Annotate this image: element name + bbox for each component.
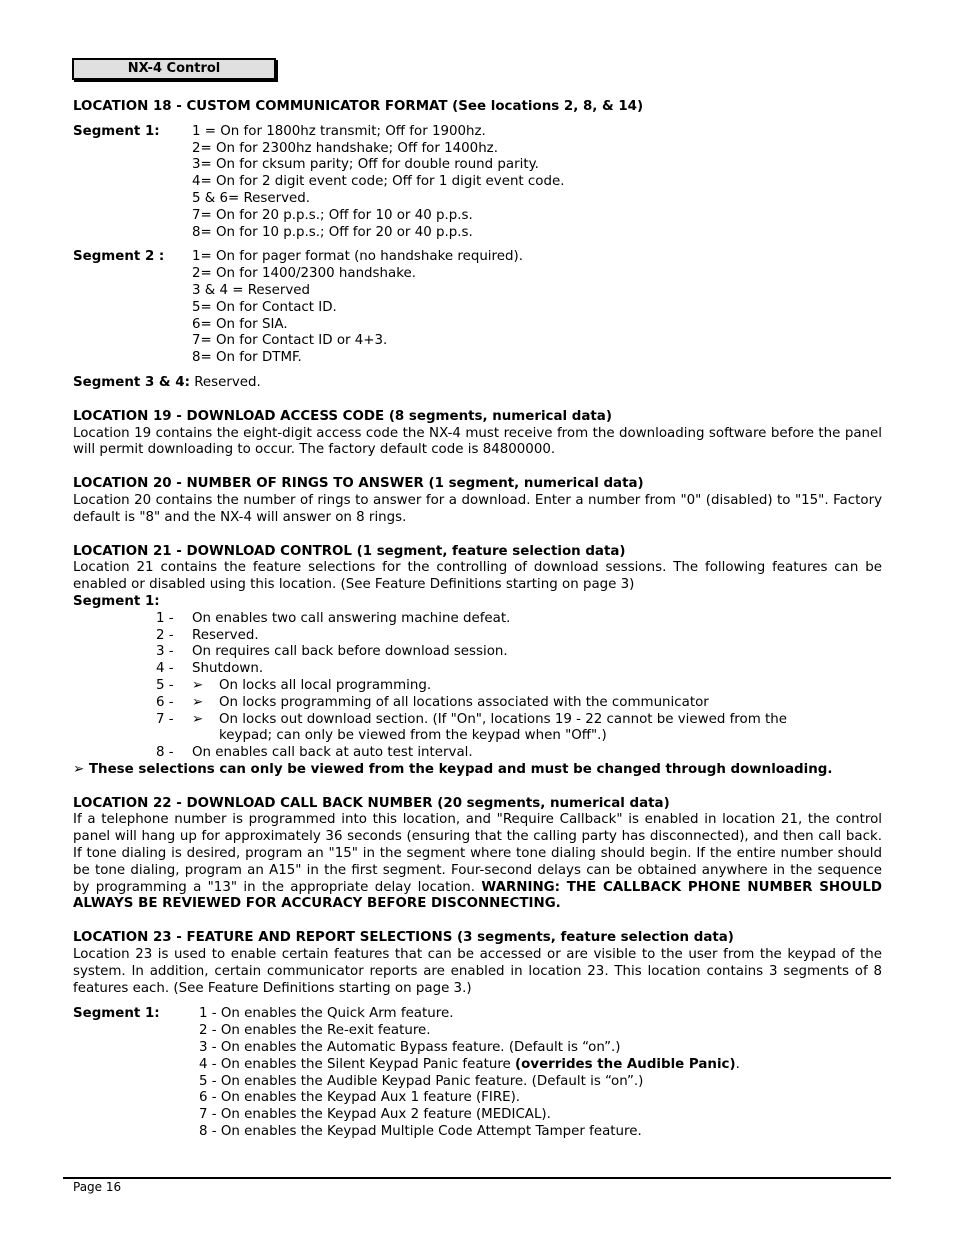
location-18-segment-1 xyxy=(73,124,882,242)
item-text: On enables two call answering machine defeat. xyxy=(192,610,511,626)
list-item xyxy=(156,695,882,712)
location-21-list xyxy=(156,611,882,762)
list-item: 1= On for pager format (no handshake required). xyxy=(192,249,523,265)
item-number: 7 - xyxy=(156,711,174,727)
list-item: 8= On for 10 p.p.s.; Off for 20 or 40 p.p.s. xyxy=(192,224,473,240)
arrow-icon: ➢ xyxy=(73,761,85,777)
location-20-heading: LOCATION 20 - NUMBER OF RINGS TO ANSWER (1 segment, numerical data) xyxy=(73,476,644,492)
item-text: On locks out download section. (If "On", locations 19 - 22 cannot be viewed from the xyxy=(219,711,787,727)
location-22-heading: LOCATION 22 - DOWNLOAD CALL BACK NUMBER (20 segments, numerical data) xyxy=(73,795,670,811)
list-item xyxy=(156,661,882,678)
list-item: 5 - On enables the Audible Keypad Panic feature. (Default is “on”.) xyxy=(199,1073,644,1089)
item-number: 2 - xyxy=(156,627,174,643)
arrow-icon: ➢ xyxy=(192,694,204,710)
body-text: If a telephone number is programmed into this location, and "Require Callback" is enabled in location 21, the control panel will hang up for approximately 36 seconds (ensuring that the calling party has disconnected), and then call back. If tone dialing is desired, program an "15" in the segment where tone dialing should begin. If the entire number should be tone dialing, program an A15" in the first segment. Four-second delays can be obtained anywhere in the sequence by programming a "13" in the appropriate delay location. xyxy=(73,812,882,895)
list-item: 8 - On enables the Keypad Multiple Code Attempt Tamper feature. xyxy=(199,1124,642,1140)
note-text: These selections can only be viewed from the keypad and must be changed through downloading. xyxy=(88,761,833,777)
list-item: 3 & 4 = Reserved xyxy=(192,282,311,298)
list-item: 7= On for Contact ID or 4+3. xyxy=(192,333,388,349)
list-item xyxy=(156,712,882,729)
location-18-heading: LOCATION 18 - CUSTOM COMMUNICATOR FORMAT (See locations 2, 8, & 14) xyxy=(73,99,644,114)
item-number: 6 - xyxy=(156,694,174,710)
list-item: 6 - On enables the Keypad Aux 1 feature (FIRE). xyxy=(199,1090,521,1106)
item-text: Reserved. xyxy=(192,627,259,643)
list-item: 4= On for 2 digit event code; Off for 1 digit event code. xyxy=(192,174,565,190)
page-number: Page 16 xyxy=(73,1180,122,1194)
list-item: 6= On for SIA. xyxy=(192,316,288,332)
location-23-body: Location 23 is used to enable certain features that can be accessed or are visible to the user from the keypad of the system. In addition, certain communicator reports are enabled in location 23. This location contains 3 segments of 8 features each. (See Feature Definitions starting on page 3.) xyxy=(73,947,882,996)
list-item xyxy=(156,745,882,762)
list-item: 5= On for Contact ID. xyxy=(192,299,337,315)
segment-label: Segment 2 : xyxy=(73,249,165,265)
item-text-end: . xyxy=(735,1056,740,1072)
arrow-icon: ➢ xyxy=(192,711,204,727)
location-19-heading: LOCATION 19 - DOWNLOAD ACCESS CODE (8 segments, numerical data) xyxy=(73,408,612,424)
arrow-icon: ➢ xyxy=(192,677,204,693)
item-number: 1 - xyxy=(156,610,174,626)
segment-label: Segment 1: xyxy=(73,123,160,139)
list-item: 8= On for DTMF. xyxy=(192,350,302,366)
list-item: 2= On for 1400/2300 handshake. xyxy=(192,266,416,282)
location-23-heading: LOCATION 23 - FEATURE AND REPORT SELECTIONS (3 segments, feature selection data) xyxy=(73,930,734,946)
segment-label: Segment 1: xyxy=(73,593,160,609)
list-item xyxy=(156,678,882,695)
list-item: 2 - On enables the Re-exit feature. xyxy=(199,1023,431,1039)
list-item: 7 - On enables the Keypad Aux 2 feature (MEDICAL). xyxy=(199,1107,551,1123)
page-content xyxy=(73,99,882,1141)
item-number: 4 - xyxy=(156,661,174,677)
list-item: 5 & 6= Reserved. xyxy=(192,190,311,206)
segment-text: Reserved. xyxy=(189,374,261,390)
item-number: 8 - xyxy=(156,745,174,761)
list-item: 1 - On enables the Quick Arm feature. xyxy=(199,1006,454,1022)
location-21-note xyxy=(73,762,882,779)
item-text: On locks programming of all locations associated with the communicator xyxy=(219,694,709,710)
location-20-body: Location 20 contains the number of rings to answer for a download. Enter a number from "0" (disabled) to "15". Factory default is "8" and the NX-4 will answer on 8 rings. xyxy=(73,492,882,525)
location-18-segment-2 xyxy=(73,249,882,367)
item-number: 3 - xyxy=(156,644,174,660)
list-item xyxy=(156,644,882,661)
item-text: On enables call back at auto test interval. xyxy=(192,745,473,761)
list-item xyxy=(199,1057,882,1074)
item-text: On requires call back before download session. xyxy=(192,644,508,660)
list-item: 1 = On for 1800hz transmit; Off for 1900hz. xyxy=(192,123,486,139)
location-21-body: Location 21 contains the feature selections for the controlling of download sessions. The following features can be enabled or disabled using this location. (See Feature Definitions starting on page 3) xyxy=(73,560,882,593)
footer-divider xyxy=(63,1177,891,1179)
item-text: On locks all local programming. xyxy=(219,677,432,693)
location-22-body xyxy=(73,812,882,913)
item-number: 5 - xyxy=(156,677,174,693)
location-19-body: Location 19 contains the eight-digit access code the NX-4 must receive from the downloading software before the panel will permit downloading to occur. The factory default code is 84800000. xyxy=(73,425,882,458)
item-continuation: keypad; can only be viewed from the keypad when "Off".) xyxy=(219,728,607,744)
list-item xyxy=(156,611,882,628)
item-emphasis: (overrides the Audible Panic) xyxy=(515,1056,736,1072)
list-item xyxy=(156,628,882,645)
warning-text: WARNING: THE CALLBACK PHONE NUMBER SHOULD ALWAYS BE REVIEWED FOR ACCURACY BEFORE DISCONNECTING. xyxy=(73,879,882,912)
list-item: 3= On for cksum parity; Off for double round parity. xyxy=(192,157,539,173)
item-text: 4 - On enables the Silent Keypad Panic feature xyxy=(199,1056,516,1072)
list-item: 3 - On enables the Automatic Bypass feature. (Default is “on”.) xyxy=(199,1040,621,1056)
item-text: Shutdown. xyxy=(192,661,264,677)
location-21-heading: LOCATION 21 - DOWNLOAD CONTROL (1 segment, feature selection data) xyxy=(73,543,626,559)
segment-label: Segment 3 & 4: xyxy=(73,374,190,390)
list-item: 7= On for 20 p.p.s.; Off for 10 or 40 p.p.s. xyxy=(192,207,473,223)
location-23-segment-1 xyxy=(73,1006,882,1140)
page-header-label: NX-4 Control xyxy=(72,58,276,80)
location-18-segment-3-4 xyxy=(73,375,882,392)
list-item: 2= On for 2300hz handshake; Off for 1400hz. xyxy=(192,140,498,156)
segment-label: Segment 1: xyxy=(73,1006,160,1022)
